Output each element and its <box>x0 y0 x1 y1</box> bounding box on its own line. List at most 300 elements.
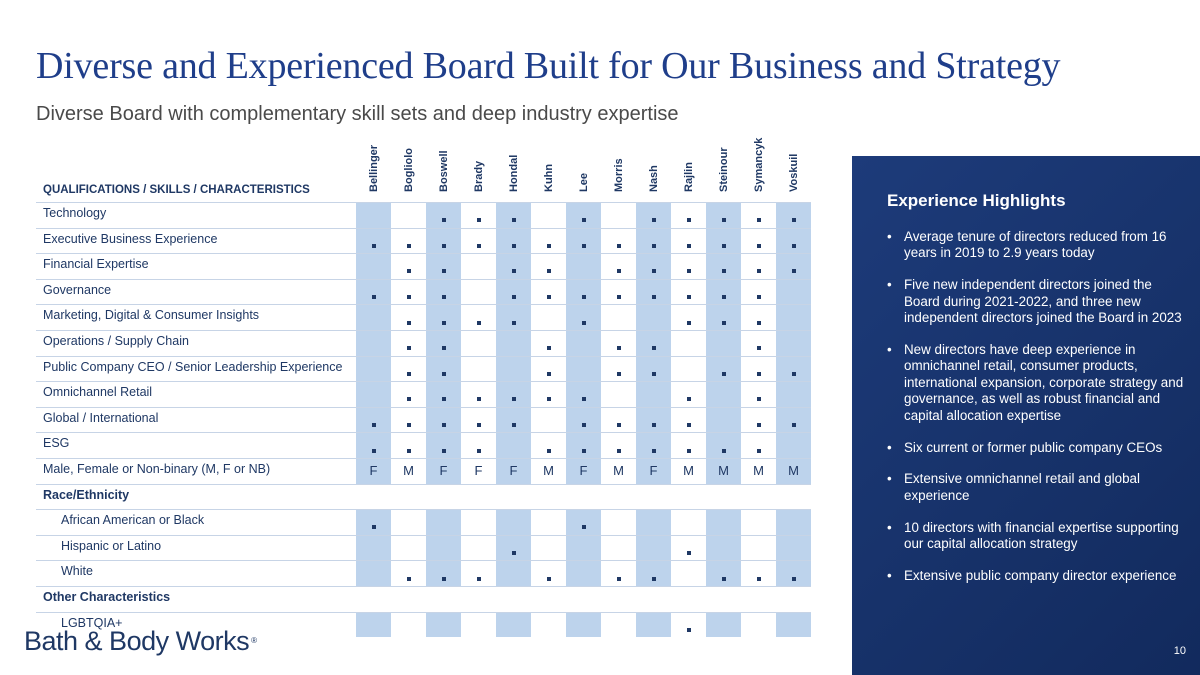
matrix-cell <box>391 254 426 280</box>
matrix-cell <box>776 305 811 331</box>
matrix-cell <box>566 535 601 561</box>
matrix-cell <box>601 612 636 637</box>
matrix-cell <box>601 254 636 280</box>
matrix-cell <box>496 535 531 561</box>
matrix-cell <box>426 458 461 484</box>
matrix-cell <box>601 458 636 484</box>
matrix-cell <box>566 330 601 356</box>
check-mark-square <box>722 577 726 581</box>
table-row <box>36 586 811 612</box>
director-header-rajlin <box>671 140 706 203</box>
matrix-cell <box>531 203 566 229</box>
matrix-cell <box>741 382 776 408</box>
check-mark-square <box>687 628 691 632</box>
check-mark-square <box>617 449 621 453</box>
check-mark-square <box>652 449 656 453</box>
check-mark-square <box>512 321 516 325</box>
matrix-cell <box>356 458 391 484</box>
table-row <box>36 535 811 561</box>
matrix-cell <box>741 510 776 536</box>
section-label: Other Characteristics <box>36 586 356 612</box>
matrix-cell <box>426 612 461 637</box>
check-mark-square <box>407 423 411 427</box>
matrix-cell <box>356 586 391 612</box>
matrix-cell <box>741 586 776 612</box>
matrix-cell <box>776 330 811 356</box>
table-row <box>36 228 811 254</box>
matrix-cell <box>566 356 601 382</box>
logo-text: Bath & Body Works <box>24 626 250 656</box>
matrix-cell <box>741 612 776 637</box>
matrix-cell <box>356 484 391 510</box>
highlight-item: • Average tenure of directors reduced from 16 years in 2019 to 2.9 years today <box>887 229 1187 262</box>
table-row <box>36 203 811 229</box>
highlight-item: • New directors have deep experience in omnichannel retail, consumer products, international expansion, corporate strategy and governance, as well as robust financial and capital allocation expertise <box>887 342 1187 424</box>
matrix-cell <box>776 458 811 484</box>
matrix-cell <box>706 228 741 254</box>
matrix-cell <box>671 356 706 382</box>
check-mark-square <box>617 295 621 299</box>
matrix-cell <box>601 382 636 408</box>
matrix-cell <box>356 510 391 536</box>
matrix-cell <box>706 407 741 433</box>
board-matrix-table <box>36 137 811 637</box>
matrix-cell <box>566 612 601 637</box>
check-mark-square <box>757 577 761 581</box>
check-mark-square <box>547 244 551 248</box>
matrix-cell <box>531 535 566 561</box>
row-label: Public Company CEO / Senior Leadership Experience <box>36 356 356 382</box>
check-mark-square <box>652 346 656 350</box>
table-row <box>36 279 811 305</box>
director-name: Lee <box>577 173 590 192</box>
director-header-boswell <box>426 140 461 203</box>
row-label: African American or Black <box>36 510 356 536</box>
table-row <box>36 254 811 280</box>
matrix-cell <box>356 382 391 408</box>
matrix-cell <box>636 484 671 510</box>
matrix-cell <box>426 561 461 587</box>
matrix-cell <box>461 612 496 637</box>
matrix-cell <box>426 305 461 331</box>
matrix-cell <box>531 279 566 305</box>
matrix-cell <box>531 356 566 382</box>
check-mark-square <box>617 423 621 427</box>
check-mark-square <box>582 218 586 222</box>
matrix-cell <box>566 458 601 484</box>
matrix-cell <box>601 586 636 612</box>
check-mark-square <box>477 449 481 453</box>
check-mark-square <box>512 551 516 555</box>
check-mark-square <box>687 449 691 453</box>
check-mark-square <box>687 397 691 401</box>
check-mark-square <box>547 269 551 273</box>
check-mark-square <box>512 397 516 401</box>
matrix-cell <box>706 356 741 382</box>
check-mark-square <box>512 269 516 273</box>
matrix-cell <box>601 433 636 459</box>
matrix-cell <box>531 586 566 612</box>
highlight-item: • Extensive omnichannel retail and global experience <box>887 471 1187 504</box>
matrix-cell <box>426 382 461 408</box>
director-name: Boswell <box>437 150 450 192</box>
director-name: Rajlin <box>682 162 695 192</box>
matrix-cell <box>706 535 741 561</box>
row-label: Hispanic or Latino <box>36 535 356 561</box>
matrix-cell <box>356 305 391 331</box>
matrix-cell <box>356 330 391 356</box>
matrix-cell <box>426 203 461 229</box>
matrix-cell <box>461 305 496 331</box>
gender-value: M <box>613 463 624 479</box>
matrix-cell <box>391 279 426 305</box>
check-mark-square <box>687 551 691 555</box>
check-mark-square <box>442 423 446 427</box>
matrix-cell <box>671 330 706 356</box>
matrix-cell <box>531 484 566 510</box>
matrix-cell <box>426 330 461 356</box>
table-row <box>36 484 811 510</box>
matrix-cell <box>741 561 776 587</box>
matrix-cell <box>461 356 496 382</box>
matrix-cell <box>496 510 531 536</box>
matrix-cell <box>636 510 671 536</box>
row-label: Executive Business Experience <box>36 228 356 254</box>
matrix-cell <box>496 254 531 280</box>
matrix-cell <box>461 535 496 561</box>
check-mark-square <box>442 372 446 376</box>
check-mark-square <box>687 321 691 325</box>
matrix-cell <box>391 407 426 433</box>
check-mark-square <box>757 449 761 453</box>
matrix-cell <box>636 330 671 356</box>
matrix-cell <box>391 382 426 408</box>
check-mark-square <box>547 449 551 453</box>
check-mark-square <box>757 218 761 222</box>
matrix-cell <box>741 279 776 305</box>
director-name: Bellinger <box>367 144 380 192</box>
check-mark-square <box>477 423 481 427</box>
check-mark-square <box>617 577 621 581</box>
matrix-cell <box>776 510 811 536</box>
check-mark-square <box>722 218 726 222</box>
gender-value: F <box>579 463 588 479</box>
matrix-cell <box>496 433 531 459</box>
check-mark-square <box>722 244 726 248</box>
check-mark-square <box>757 397 761 401</box>
check-mark-square <box>757 346 761 350</box>
matrix-cell <box>496 407 531 433</box>
check-mark-square <box>757 423 761 427</box>
matrix-cell <box>741 407 776 433</box>
matrix-cell <box>496 458 531 484</box>
check-mark-square <box>757 244 761 248</box>
table-row <box>36 458 811 484</box>
matrix-cell <box>496 356 531 382</box>
matrix-cell <box>531 510 566 536</box>
row-label: Technology <box>36 203 356 229</box>
check-mark-square <box>652 423 656 427</box>
check-mark-square <box>652 372 656 376</box>
matrix-cell <box>461 510 496 536</box>
matrix-cell <box>636 586 671 612</box>
matrix-cell <box>356 254 391 280</box>
matrix-cell <box>671 382 706 408</box>
check-mark-square <box>722 295 726 299</box>
matrix-cell <box>636 228 671 254</box>
matrix-cell <box>566 279 601 305</box>
matrix-cell <box>706 586 741 612</box>
row-label: Male, Female or Non-binary (M, F or NB) <box>36 458 356 484</box>
table-row <box>36 433 811 459</box>
highlight-item: • Extensive public company director experience <box>887 568 1187 584</box>
check-mark-square <box>582 449 586 453</box>
matrix-cell <box>391 356 426 382</box>
matrix-cell <box>671 433 706 459</box>
director-header-morris <box>601 140 636 203</box>
director-name: Morris <box>612 158 625 192</box>
check-mark-square <box>722 372 726 376</box>
matrix-cell <box>391 484 426 510</box>
matrix-cell <box>601 510 636 536</box>
director-header-kuhn <box>531 140 566 203</box>
check-mark-square <box>407 449 411 453</box>
matrix-cell <box>461 382 496 408</box>
check-mark-square <box>652 295 656 299</box>
matrix-cell <box>601 407 636 433</box>
check-mark-square <box>582 525 586 529</box>
matrix-cell <box>566 586 601 612</box>
matrix-cell <box>566 254 601 280</box>
matrix-cell <box>671 305 706 331</box>
matrix-cell <box>461 586 496 612</box>
director-header-hondal <box>496 140 531 203</box>
matrix-cell <box>566 305 601 331</box>
matrix-cell <box>356 407 391 433</box>
matrix-cell <box>601 305 636 331</box>
matrix-cell <box>741 228 776 254</box>
experience-highlights-panel <box>852 156 1200 675</box>
matrix-cell <box>461 407 496 433</box>
matrix-cell <box>461 254 496 280</box>
check-mark-square <box>547 577 551 581</box>
matrix-cell <box>426 254 461 280</box>
matrix-cell <box>706 254 741 280</box>
check-mark-square <box>547 397 551 401</box>
section-label: Race/Ethnicity <box>36 484 356 510</box>
check-mark-square <box>407 372 411 376</box>
matrix-cell <box>531 612 566 637</box>
check-mark-square <box>547 346 551 350</box>
check-mark-square <box>687 269 691 273</box>
check-mark-square <box>757 321 761 325</box>
check-mark-square <box>582 295 586 299</box>
check-mark-square <box>442 577 446 581</box>
matrix-cell <box>636 254 671 280</box>
matrix-cell <box>601 356 636 382</box>
matrix-cell <box>706 382 741 408</box>
matrix-cell <box>671 203 706 229</box>
matrix-cell <box>671 612 706 637</box>
check-mark-square <box>442 346 446 350</box>
matrix-cell <box>461 458 496 484</box>
matrix-cell <box>671 561 706 587</box>
check-mark-square <box>582 397 586 401</box>
check-mark-square <box>372 244 376 248</box>
check-mark-square <box>792 244 796 248</box>
gender-value: M <box>403 463 414 479</box>
matrix-cell <box>636 535 671 561</box>
matrix-cell <box>741 356 776 382</box>
matrix-cell <box>356 279 391 305</box>
matrix-cell <box>356 228 391 254</box>
check-mark-square <box>792 577 796 581</box>
matrix-cell <box>426 356 461 382</box>
check-mark-square <box>442 269 446 273</box>
matrix-cell <box>496 382 531 408</box>
matrix-cell <box>496 330 531 356</box>
matrix-cell <box>636 279 671 305</box>
highlights-title: Experience Highlights <box>887 191 1066 210</box>
matrix-cell <box>671 484 706 510</box>
check-mark-square <box>372 423 376 427</box>
check-mark-square <box>757 269 761 273</box>
matrix-cell <box>776 433 811 459</box>
matrix-cell <box>426 279 461 305</box>
matrix-cell <box>391 510 426 536</box>
matrix-cell <box>356 535 391 561</box>
check-mark-square <box>407 321 411 325</box>
matrix-cell <box>706 433 741 459</box>
matrix-cell <box>496 305 531 331</box>
gender-value: F <box>474 463 483 479</box>
check-mark-square <box>547 372 551 376</box>
director-header-bogliolo <box>391 140 426 203</box>
matrix-cell <box>531 433 566 459</box>
check-mark-square <box>547 295 551 299</box>
matrix-cell <box>531 305 566 331</box>
check-mark-square <box>652 244 656 248</box>
table-row <box>36 305 811 331</box>
matrix-cell <box>671 510 706 536</box>
matrix-cell <box>636 612 671 637</box>
director-name: Steinour <box>717 147 730 192</box>
table-row <box>36 510 811 536</box>
matrix-cell <box>391 612 426 637</box>
check-mark-square <box>687 423 691 427</box>
matrix-cell <box>391 433 426 459</box>
highlight-item: • Five new independent directors joined the Board during 2021-2022, and three new independent directors joined the Board in 2023 <box>887 277 1187 326</box>
matrix-cell <box>496 561 531 587</box>
director-name: Kuhn <box>542 163 555 192</box>
qualifications-column-header: QUALIFICATIONS / SKILLS / CHARACTERISTICS <box>43 184 310 196</box>
check-mark-square <box>407 269 411 273</box>
matrix-cell <box>601 484 636 510</box>
page-title: Diverse and Experienced Board Built for Our Business and Strategy <box>36 45 1061 87</box>
matrix-cell <box>776 382 811 408</box>
director-name: Symancyk <box>752 137 765 192</box>
check-mark-square <box>442 449 446 453</box>
matrix-cell <box>461 279 496 305</box>
gender-value: M <box>753 463 764 479</box>
matrix-cell <box>461 228 496 254</box>
matrix-cell <box>776 484 811 510</box>
matrix-cell <box>636 305 671 331</box>
check-mark-square <box>652 577 656 581</box>
matrix-cell <box>636 356 671 382</box>
matrix-cell <box>566 407 601 433</box>
matrix-cell <box>601 228 636 254</box>
matrix-cell <box>636 407 671 433</box>
matrix-cell <box>461 433 496 459</box>
matrix-cell <box>356 561 391 587</box>
matrix-cell <box>566 484 601 510</box>
gender-value: F <box>369 463 378 479</box>
check-mark-square <box>722 269 726 273</box>
matrix-cell <box>706 279 741 305</box>
matrix-cell <box>426 228 461 254</box>
row-label: Omnichannel Retail <box>36 382 356 408</box>
matrix-cell <box>461 330 496 356</box>
matrix-cell <box>496 228 531 254</box>
check-mark-square <box>407 244 411 248</box>
row-label: LGBTQIA+ <box>36 612 356 637</box>
matrix-cell <box>706 458 741 484</box>
matrix-cell <box>496 586 531 612</box>
table-body <box>36 203 811 638</box>
check-mark-square <box>652 218 656 222</box>
matrix-cell <box>671 586 706 612</box>
highlight-item: • Six current or former public company CEOs <box>887 440 1187 456</box>
matrix-cell <box>706 484 741 510</box>
check-mark-square <box>687 295 691 299</box>
gender-value: M <box>543 463 554 479</box>
check-mark-square <box>582 244 586 248</box>
row-label: White <box>36 561 356 587</box>
check-mark-square <box>407 295 411 299</box>
matrix-cell <box>496 484 531 510</box>
gender-value: F <box>509 463 518 479</box>
matrix-cell <box>426 510 461 536</box>
matrix-cell <box>461 561 496 587</box>
matrix-cell <box>391 561 426 587</box>
row-label: Governance <box>36 279 356 305</box>
matrix-cell <box>776 203 811 229</box>
matrix-cell <box>601 330 636 356</box>
check-mark-square <box>477 321 481 325</box>
matrix-cell <box>776 407 811 433</box>
matrix-cell <box>601 279 636 305</box>
director-header-brady <box>461 140 496 203</box>
check-mark-square <box>617 346 621 350</box>
matrix-cell <box>426 433 461 459</box>
matrix-cell <box>741 254 776 280</box>
matrix-cell <box>356 356 391 382</box>
check-mark-square <box>407 346 411 350</box>
check-mark-square <box>792 423 796 427</box>
matrix-cell <box>426 484 461 510</box>
check-mark-square <box>512 423 516 427</box>
check-mark-square <box>582 423 586 427</box>
matrix-cell <box>531 228 566 254</box>
matrix-cell <box>426 407 461 433</box>
gender-value: M <box>788 463 799 479</box>
matrix-cell <box>391 330 426 356</box>
highlights-list <box>887 229 1187 600</box>
check-mark-square <box>582 321 586 325</box>
matrix-cell <box>706 510 741 536</box>
matrix-cell <box>391 203 426 229</box>
